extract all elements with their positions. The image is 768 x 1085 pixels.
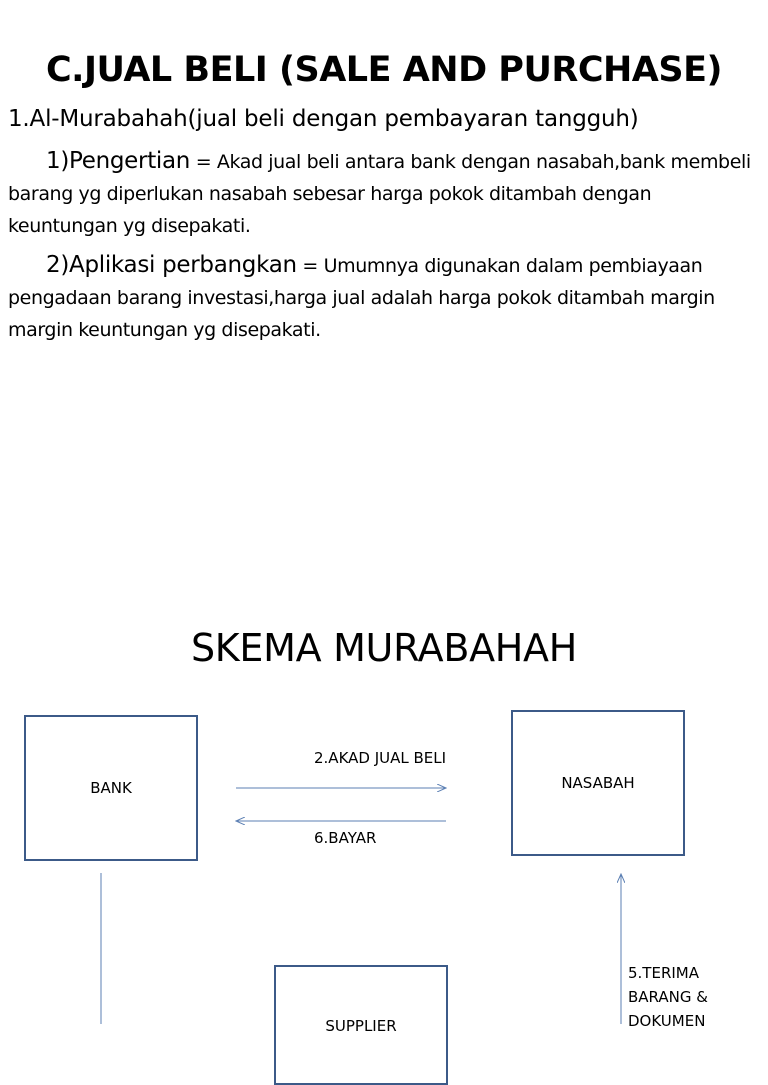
definition-text: = Akad jual beli antara bank dengan nasabah,bank membeli barang yg diperlukan nasabah sebesar harga pokok ditambah dengan keuntungan yg disepakati.	[8, 151, 751, 237]
supplier-box	[274, 965, 448, 1085]
application-text: = Umumnya digunakan dalam pembiayaan pengadaan barang investasi,harga jual adalah harga pokok ditambah margin margin keuntungan yg disepakati.	[8, 255, 715, 341]
section-heading: 1.Al-Murabahah(jual beli dengan pembayaran tangguh)	[8, 106, 639, 132]
definition-term: 1)Pengertian	[46, 148, 191, 174]
nasabah-box	[511, 710, 685, 856]
terima-label: 5.TERIMA BARANG & DOKUMEN	[628, 964, 708, 1030]
diagram-title: SKEMA MURABAHAH	[190, 626, 578, 670]
bank-label: BANK	[90, 779, 132, 797]
akad-label: 2.AKAD JUAL BELI	[314, 749, 447, 767]
application-term: 2)Aplikasi perbangkan	[46, 252, 297, 278]
supplier-label: SUPPLIER	[325, 1017, 397, 1035]
nasabah-label: NASABAH	[561, 774, 635, 792]
bayar-label: 6.BAYAR	[314, 829, 377, 847]
bank-box	[24, 715, 198, 861]
document-title: C.JUAL BELI (SALE AND PURCHASE)	[45, 50, 723, 90]
